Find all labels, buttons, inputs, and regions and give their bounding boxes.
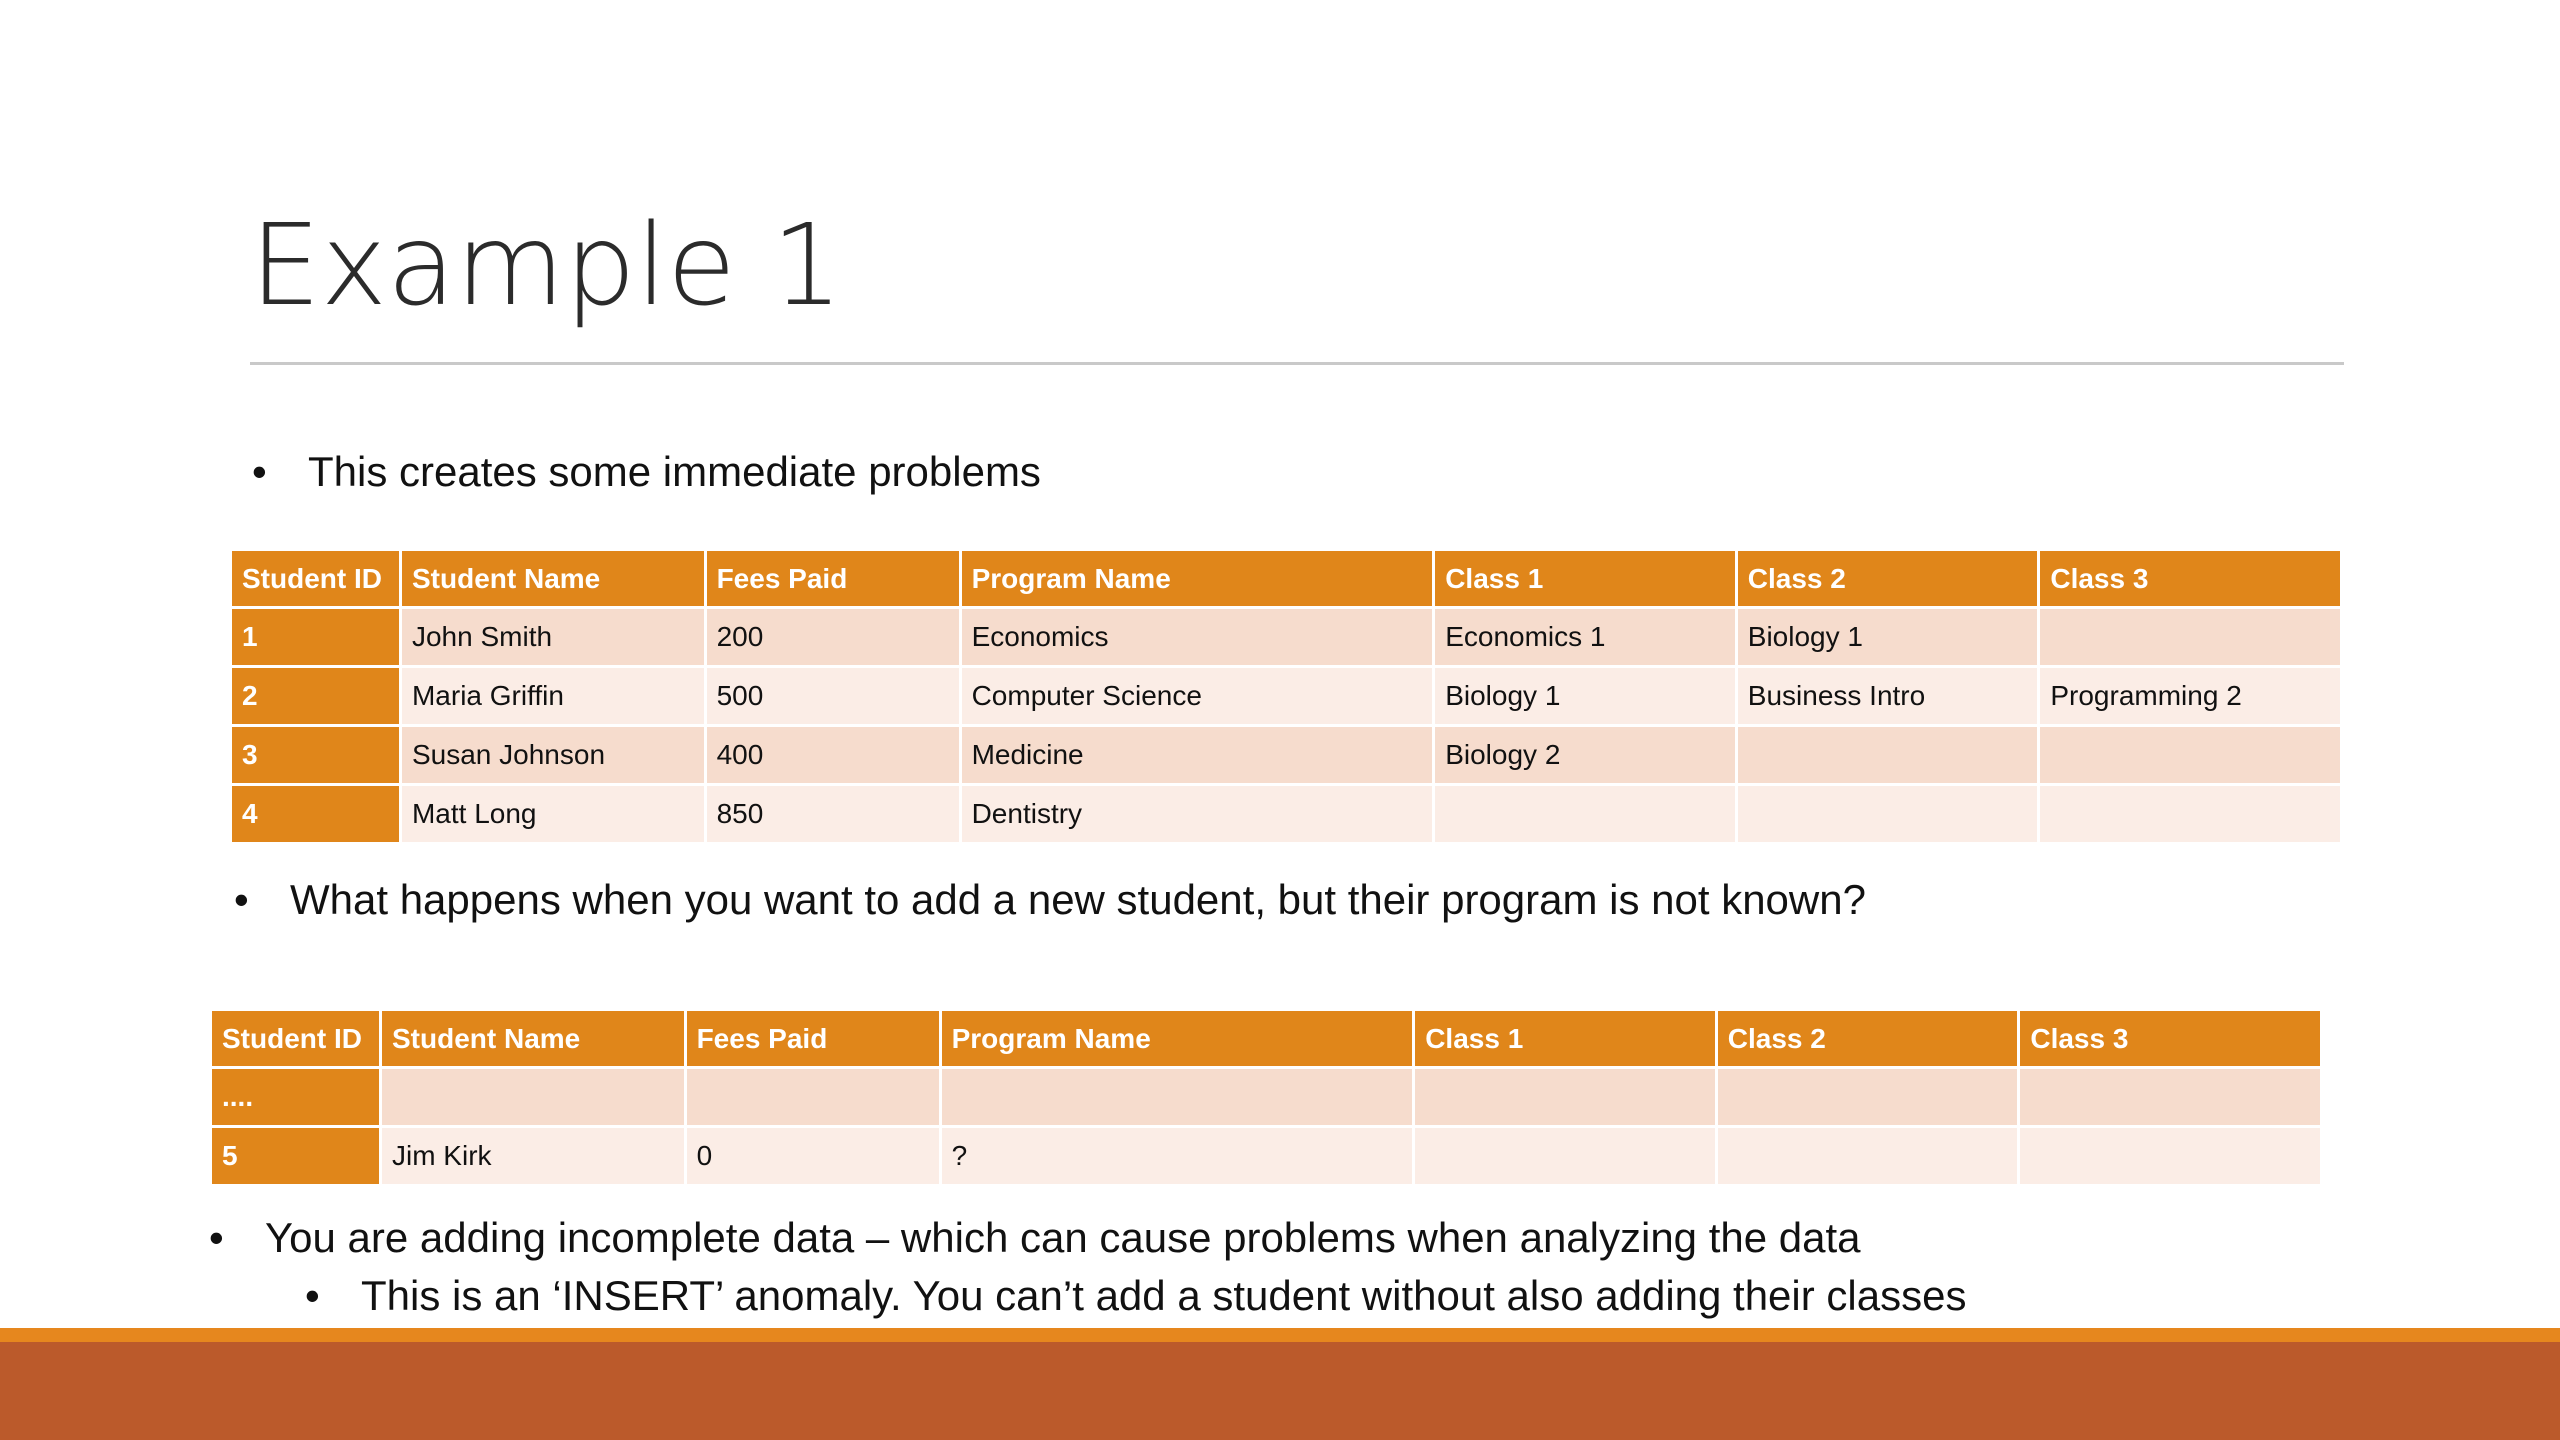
table-cell: Susan Johnson — [402, 727, 704, 783]
table-cell: 200 — [707, 609, 959, 665]
table-cell: 500 — [707, 668, 959, 724]
student-id-cell: 5 — [212, 1128, 379, 1184]
table-cell: ? — [942, 1128, 1413, 1184]
table-cell: Biology 1 — [1435, 668, 1735, 724]
table-cell: 0 — [687, 1128, 939, 1184]
student-id-cell: 2 — [232, 668, 399, 724]
column-header: Student Name — [382, 1011, 684, 1066]
bullet-icon: • — [252, 448, 267, 495]
bullet-point — [209, 1214, 1861, 1262]
table-cell — [1718, 1128, 2018, 1184]
slide-title: Example 1 — [250, 201, 843, 331]
table-cell: Jim Kirk — [382, 1128, 684, 1184]
footer-band — [0, 1342, 2560, 1440]
table-cell: Maria Griffin — [402, 668, 704, 724]
column-header: Student ID — [212, 1011, 379, 1066]
table-row — [232, 668, 2340, 724]
table-cell — [687, 1069, 939, 1125]
table-cell — [2040, 786, 2340, 842]
table-cell: Biology 2 — [1435, 727, 1735, 783]
footer-accent-stripe — [0, 1328, 2560, 1342]
bullet-icon: • — [234, 876, 249, 923]
table-cell — [942, 1069, 1413, 1125]
column-header: Class 2 — [1738, 551, 2038, 606]
student-id-cell: .... — [212, 1069, 379, 1125]
column-header: Student Name — [402, 551, 704, 606]
table-row — [212, 1069, 2320, 1125]
table-row — [232, 727, 2340, 783]
table-row — [232, 609, 2340, 665]
table-cell — [2020, 1069, 2320, 1125]
table-row — [212, 1128, 2320, 1184]
bullet-point — [234, 876, 1866, 924]
table-cell: Medicine — [962, 727, 1433, 783]
student-id-cell: 3 — [232, 727, 399, 783]
student-id-cell: 4 — [232, 786, 399, 842]
column-header: Program Name — [962, 551, 1433, 606]
column-header: Class 2 — [1718, 1011, 2018, 1066]
table-cell: Economics 1 — [1435, 609, 1735, 665]
table-cell — [2020, 1128, 2320, 1184]
column-header: Fees Paid — [707, 551, 959, 606]
table-cell: Computer Science — [962, 668, 1433, 724]
table-header-row — [212, 1011, 2320, 1066]
column-header: Class 3 — [2040, 551, 2340, 606]
table-cell — [1435, 786, 1735, 842]
bullet-text: What happens when you want to add a new student, but their program is not known? — [290, 876, 1866, 923]
new-student-table — [209, 1008, 2323, 1187]
table-cell: 400 — [707, 727, 959, 783]
student-id-cell: 1 — [232, 609, 399, 665]
column-header: Class 1 — [1435, 551, 1735, 606]
bullet-text: You are adding incomplete data – which can cause problems when analyzing the data — [265, 1214, 1861, 1261]
table-cell — [1415, 1069, 1715, 1125]
table-cell: Business Intro — [1738, 668, 2038, 724]
table-cell: 850 — [707, 786, 959, 842]
column-header: Class 3 — [2020, 1011, 2320, 1066]
table-cell — [1718, 1069, 2018, 1125]
column-header: Fees Paid — [687, 1011, 939, 1066]
title-divider — [250, 362, 2344, 365]
column-header: Class 1 — [1415, 1011, 1715, 1066]
column-header: Student ID — [232, 551, 399, 606]
bullet-text: This is an ‘INSERT’ anomaly. You can’t add a student without also adding their classes — [361, 1272, 1967, 1319]
table-cell: Biology 1 — [1738, 609, 2038, 665]
students-table — [229, 548, 2343, 845]
table-cell: Programming 2 — [2040, 668, 2340, 724]
table-header-row — [232, 551, 2340, 606]
table-cell — [1738, 786, 2038, 842]
table-cell — [2040, 727, 2340, 783]
table-cell — [1415, 1128, 1715, 1184]
table-cell — [1738, 727, 2038, 783]
column-header: Program Name — [942, 1011, 1413, 1066]
table-cell: Matt Long — [402, 786, 704, 842]
sub-bullet-point — [305, 1272, 1967, 1320]
table-cell: John Smith — [402, 609, 704, 665]
table-row — [232, 786, 2340, 842]
bullet-icon: • — [209, 1214, 224, 1261]
table-cell — [2040, 609, 2340, 665]
bullet-icon: • — [305, 1272, 320, 1319]
table-cell — [382, 1069, 684, 1125]
table-cell: Economics — [962, 609, 1433, 665]
bullet-point — [252, 448, 1041, 496]
table-cell: Dentistry — [962, 786, 1433, 842]
bullet-text: This creates some immediate problems — [308, 448, 1041, 495]
